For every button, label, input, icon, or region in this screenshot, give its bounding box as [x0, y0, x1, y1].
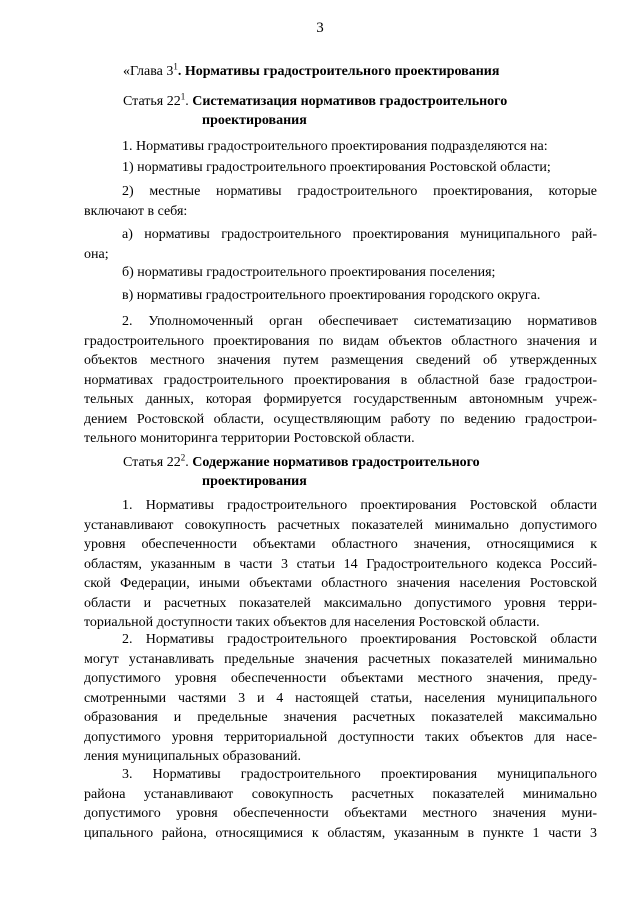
a2-paragraph-2: 2. Нормативы градостроительного проектирования Ростовской области могут устанавливать предельные значения расчетных показателей минимально допустимого уровня обеспеченности объектами местного значения, преду- смотренными частями 3 и 4 настоящей статьи, населения муниципального образования и предельные значения расчетных показателей максимально допустимого уровня территориальной доступности таких объектов для насе- ления муниципальных образований. [84, 632, 597, 764]
a1-paragraph-2: 1) нормативы градостроительного проектирования Ростовской области; [122, 160, 551, 175]
a1-paragraph-4: а) нормативы градостроительного проектирования муниципального рай- она; [84, 227, 597, 262]
a2-paragraph-1: 1. Нормативы градостроительного проектирования Ростовской области устанавливают совокупность расчетных показателей минимально допустимого уровня обеспеченности объектами областного значения, относящимися к областям, указанным в части 3 статьи 14 Градостроительного кодекса Россий- ской Федерации, иными объектами областного значения населения Ростовской области и расчетных показателей максимально допустимого уровня терри- ториальной доступности таких объектов для населения Ростовской области. [84, 498, 597, 630]
chapter-heading: «Глава $3^1$. Нормативы градостроительного проектирования [123, 61, 500, 79]
article-22-1-heading: Статья $22^1$. Систематизация нормативов градостроительного проектирования [123, 91, 508, 128]
article-22-2-heading: Статья $22^2$. Содержание нормативов градостроительного проектирования [123, 452, 480, 489]
a2-paragraph-3: 3. Нормативы градостроительного проектирования муниципального района устанавливают совокупность расчетных показателей минимально допустимого уровня обеспеченности объектами местного значения муни- ципального района, относящимися к областям, указанным в пункте 1 части 3 [84, 767, 597, 841]
a1-paragraph-5: б) нормативы градостроительного проектирования поселения; [122, 265, 496, 280]
a1-paragraph-3: 2) местные нормативы градостроительного проектирования, которые включают в себя: [84, 184, 597, 219]
a1-paragraph-6: в) нормативы градостроительного проектирования городского округа. [122, 288, 541, 303]
page-number: 3 [316, 20, 324, 36]
a1-paragraph-7: 2. Уполномоченный орган обеспечивает систематизацию нормативов градостроительного проектирования по видам объектов областного значения и объектов местного значения путем размещения сведений об утвержденных нормативах градостроительного проектирования в областной базе градострои- тельных данных, которая формируется государственным автономным учреж- дением Ростовской области, осуществляющим работу по ведению градострои- тельного мониторинга территории Ростовской области. [84, 314, 597, 446]
a1-paragraph-1: 1. Нормативы градостроительного проектирования подразделяются на: [122, 139, 548, 154]
